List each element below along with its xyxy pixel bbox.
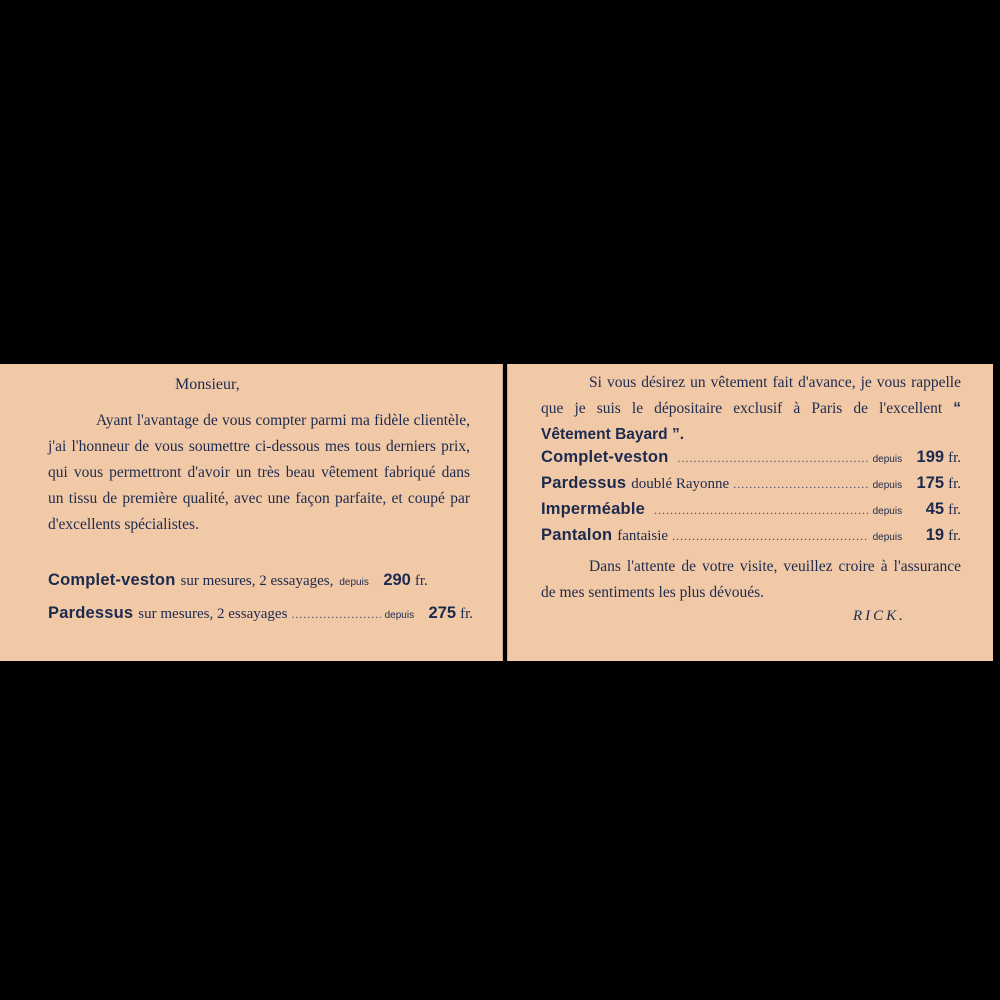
price-prefix: depuis — [872, 532, 903, 543]
item-name: Imperméable — [541, 500, 645, 518]
closing-text: Dans l'attente de votre visite, veuillez croire à l'assurance de mes sentiments les plus dévoués. — [541, 558, 961, 601]
leader-dots — [677, 451, 868, 466]
leader-dots — [733, 477, 868, 492]
right-card-panel — [507, 364, 993, 661]
price-value: 199 — [916, 448, 945, 466]
item-description: sur mesures, 2 essayages — [138, 606, 288, 622]
brand-name: “ Vêtement Bayard ”. — [541, 400, 961, 443]
item-description: fantaisie — [617, 528, 669, 544]
item-name: Pardessus — [541, 474, 627, 492]
price-row — [541, 526, 961, 545]
intro-text — [541, 370, 961, 448]
item-name: Pantalon — [541, 526, 613, 544]
price-row — [48, 571, 473, 590]
item-name: Pardessus — [48, 604, 134, 622]
price-unit: fr. — [414, 573, 428, 589]
price-value: 275 — [428, 604, 457, 622]
item-name: Complet-veston — [541, 448, 669, 466]
leader-dots — [291, 607, 380, 622]
price-prefix: depuis — [872, 454, 903, 465]
item-description: doublé Rayonne — [631, 476, 730, 492]
price-unit: fr. — [948, 502, 961, 518]
letter-body: Ayant l'avantage de vous compter parmi ma fidèle clientèle, j'ai l'honneur de vous soumettre ci-dessous mes tous derniers prix, qui vous permettront d'avoir un très beau vêtement fabriqué dans un tissu de première qualité, avec une façon parfaite, et coupé par d'excellents spécialistes. — [48, 412, 470, 533]
price-prefix: depuis — [872, 480, 903, 491]
item-description: sur mesures, 2 essayages, — [180, 573, 334, 589]
price-prefix: depuis — [384, 610, 415, 621]
price-value: 45 — [925, 500, 945, 518]
signature: RICK. — [853, 608, 906, 624]
price-value: 290 — [383, 571, 411, 589]
price-unit: fr. — [948, 528, 961, 544]
intro-text-part: Si vous désirez un vêtement fait d'avance, je vous rappelle que je suis le dépositaire exclusif à Paris de l'excellent — [541, 374, 961, 417]
price-prefix: depuis — [339, 577, 369, 588]
price-unit: fr. — [460, 606, 473, 622]
salutation: Monsieur, — [175, 376, 240, 393]
price-row — [48, 604, 473, 623]
price-row — [541, 474, 961, 493]
leader-dots — [654, 503, 869, 518]
price-unit: fr. — [948, 476, 961, 492]
price-row — [541, 500, 961, 519]
price-value: 19 — [925, 526, 945, 544]
leader-dots — [672, 529, 869, 544]
left-card-panel — [0, 364, 503, 661]
price-value: 175 — [916, 474, 945, 492]
item-name: Complet-veston — [48, 571, 176, 589]
price-row — [541, 448, 961, 467]
price-unit: fr. — [948, 450, 961, 466]
price-prefix: depuis — [872, 506, 903, 517]
